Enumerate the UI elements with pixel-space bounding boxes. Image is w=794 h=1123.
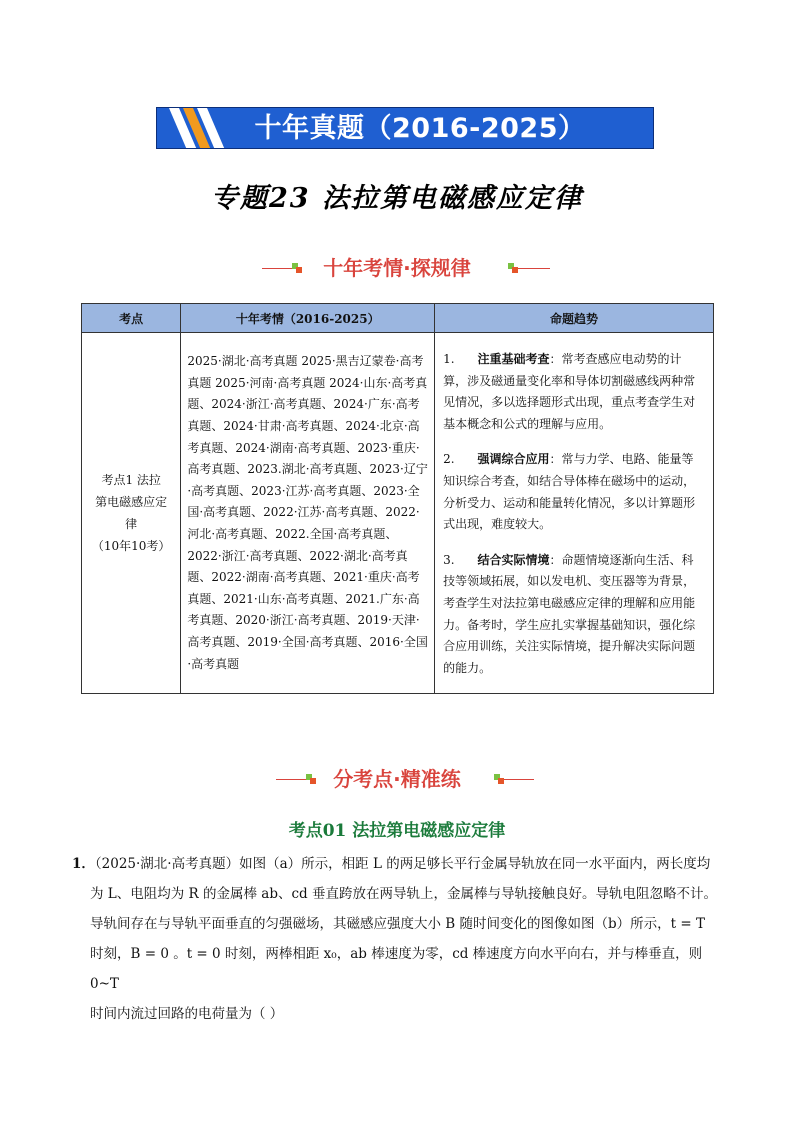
trend-item [443, 550, 705, 680]
section-heading-practice [0, 762, 794, 796]
table-header-row [82, 304, 714, 333]
exam-point-line: 第电磁感应定 [95, 495, 168, 510]
table-header-cell: 考点 [82, 304, 181, 333]
section-heading-trends [0, 251, 794, 285]
trend-body: ：常考查感应电动势的计算，涉及磁通量变化率和导体切割磁感线两种常见情况，多以选择题形式出现，重点考查学生对基本概念和公式的理解与应用。 [443, 352, 696, 431]
bullet-square-icon [508, 263, 518, 273]
divider-right [518, 268, 550, 269]
question-1 [72, 849, 732, 1029]
exam-point-title: 考点01 法拉第电磁感应定律 [288, 821, 506, 841]
exam-point-line: 考点1 法拉 [101, 473, 161, 488]
trend-heading: 注重基础考查 [477, 352, 550, 366]
exam-point-cell [82, 333, 181, 694]
table-header-cell: 命题趋势 [435, 304, 714, 333]
document-title: 专题23 法拉第电磁感应定律 [211, 183, 583, 214]
question-line: 时刻，B = 0 。t = 0 时刻，两棒相距 x₀，ab 棒速度为零，cd 棒速度方向水平向右，并与棒垂直，则 0~T [90, 946, 703, 992]
bullet-square-icon [494, 774, 504, 784]
trend-body: ：常与力学、电路、能量等知识综合考查，如结合导体棒在磁场中的运动，分析受力、运动和能量转化情况，多以计算题形式出现，难度较大。 [443, 452, 696, 532]
question-number: 1． [72, 856, 95, 872]
question-text: 如图（a）所示，相距 L 的两足够长平行金属导轨放在同一水平面内，两长度均 [239, 856, 711, 872]
table-header-cell: 十年考情（2016-2025） [181, 304, 435, 333]
trend-heading: 结合实际情境 [477, 552, 550, 567]
title-banner [156, 107, 654, 149]
exam-overview-table [81, 303, 714, 694]
question-line: 为 L、电阻均为 R 的金属棒 ab、cd 垂直跨放在两导轨上，金属棒与导轨接触良好。导轨电阻忽略不计。 [90, 886, 717, 902]
exam-history-cell: 2025·湖北·高考真题 2025·黑吉辽蒙卷·高考真题 2025·河南·高考真题 2024·山东·高考真题、2024·浙江·高考真题、2024·广东·高考真题、2024·甘肃·高考真题、2024·北京·高考真题、2024·湖南·高考真题、2023·重庆·高考真题、2023.湖北·高考真题、2023·辽宁·高考真题、2023·江苏·高考真题、2023·全国·高考真题、2022·江苏·高考真题、2022·河北·高考真题、2022.全国·高考真题、2022·浙江·高考真题、2022·湖北·高考真题、2022·湖南·高考真题、2021·重庆·高考真题、2021·山东·高考真题、2021.广东·高考真题、2020·浙江·高考真题、2019·天津·高考真题、2019·全国·高考真题、2016·全国·高考真题 [181, 333, 435, 694]
table-row [82, 333, 714, 694]
section-title: 分考点·精准练 [333, 767, 461, 791]
divider-right [504, 779, 534, 780]
trend-item [443, 449, 705, 535]
trend-body: ：命题情境逐渐向生活、科技等领域拓展，如以发电机、变压器等为背景，考查学生对法拉第电磁感应定律的理解和应用能力。备考时，学生应扎实掌握基础知识，强化综合应用训练，关注实际情境，提升解决实际问题的能力。 [443, 552, 696, 675]
trend-item [443, 349, 705, 435]
exam-point-line: 律 [125, 517, 138, 532]
question-line: 时间内流过回路的电荷量为（ ） [90, 1006, 284, 1022]
section-title: 十年考情·探规律 [323, 256, 471, 280]
exam-point-line: （10年10考） [91, 539, 171, 554]
trend-heading: 强调综合应用 [477, 452, 550, 467]
trend-number: 2. [443, 452, 455, 467]
question-line [72, 849, 732, 879]
trend-number: 1. [443, 352, 455, 366]
question-line: 导轨间存在与导轨平面垂直的匀强磁场，其磁感应强度大小 B 随时间变化的图像如图（b）所示，t = T [90, 916, 705, 932]
banner-title: 十年真题（2016-2025） [254, 113, 586, 144]
question-source: （2025·湖北·高考真题） [94, 856, 240, 872]
trend-number: 3. [443, 552, 455, 567]
trend-cell [435, 333, 714, 694]
